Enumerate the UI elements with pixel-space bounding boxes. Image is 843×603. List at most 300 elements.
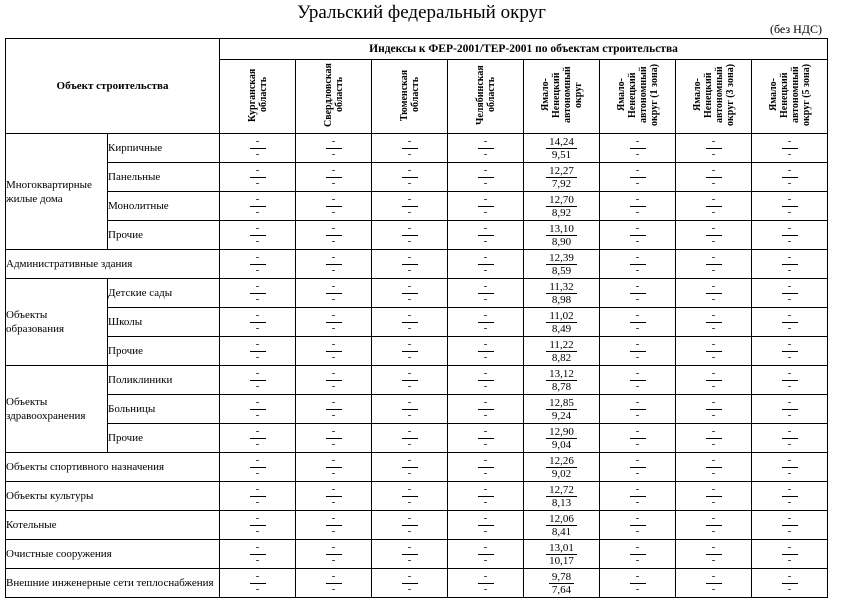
index-denominator: - [483,351,488,363]
index-numerator: - [326,397,342,410]
index-numerator: 12,72 [546,484,577,497]
index-denominator: - [407,177,412,189]
index-cell [600,192,676,221]
index-value [630,426,646,451]
index-denominator: - [331,525,336,537]
index-numerator: - [706,455,722,468]
index-numerator: - [250,136,266,149]
region-label: Ямало-Ненецкий автономный округ [539,66,584,124]
index-cell [676,366,752,395]
index-denominator: - [407,351,412,363]
index-cell [372,192,448,221]
index-denominator: - [787,148,792,160]
index-cell [372,250,448,279]
index-cell [676,308,752,337]
index-denominator: - [331,409,336,421]
index-numerator: 11,22 [546,339,576,352]
index-cell [296,424,372,453]
index-numerator: - [326,513,342,526]
index-value [630,281,646,306]
index-value [478,310,494,335]
index-denominator: - [711,525,716,537]
index-denominator: - [787,467,792,479]
object-group: Многоквартирные жилые дома [6,134,108,250]
index-numerator: 13,10 [546,223,577,236]
index-value [630,136,646,161]
index-cell [676,453,752,482]
index-denominator: - [407,409,412,421]
index-numerator: - [782,571,798,584]
index-cell [752,424,828,453]
index-numerator: - [402,542,418,555]
index-denominator: - [331,351,336,363]
index-value [630,455,646,480]
index-cell [524,250,600,279]
index-denominator: - [255,264,260,276]
index-numerator: - [326,339,342,352]
index-cell [372,453,448,482]
index-value [706,310,722,335]
index-denominator: - [635,496,640,508]
index-denominator: - [483,496,488,508]
index-numerator: - [326,223,342,236]
object-subtype: Детские сады [108,279,220,308]
index-numerator: - [402,194,418,207]
index-numerator: - [478,397,494,410]
index-cell [752,540,828,569]
index-cell [676,192,752,221]
index-cell [448,482,524,511]
index-cell [600,279,676,308]
index-numerator: - [402,426,418,439]
index-value [250,281,266,306]
index-numerator: - [706,252,722,265]
index-denominator: - [711,438,716,450]
index-value [706,252,722,277]
index-numerator: - [402,223,418,236]
index-cell [448,279,524,308]
index-value [250,513,266,538]
index-denominator: - [483,148,488,160]
index-denominator: - [635,380,640,392]
index-value [782,223,798,248]
index-numerator: 12,85 [546,397,577,410]
index-value [630,223,646,248]
index-value [402,426,418,451]
indices-header: Индексы к ФЕР-2001/ТЕР-2001 по объектам строительства [220,39,828,60]
index-value [782,339,798,364]
index-numerator: - [706,165,722,178]
index-cell [448,308,524,337]
index-numerator: - [326,194,342,207]
object-name: Объекты культуры [6,482,220,511]
index-cell [600,424,676,453]
index-value [706,281,722,306]
index-cell [448,163,524,192]
index-value [706,513,722,538]
index-value [630,252,646,277]
index-denominator: - [483,206,488,218]
index-value [326,310,342,335]
index-denominator: - [407,322,412,334]
index-numerator: - [402,484,418,497]
index-numerator: - [250,339,266,352]
index-value [478,223,494,248]
index-cell [676,569,752,598]
table-row [6,192,828,221]
index-denominator: - [787,235,792,247]
index-value [478,194,494,219]
index-numerator: - [706,136,722,149]
index-cell [752,163,828,192]
index-denominator: - [483,380,488,392]
index-denominator: - [787,264,792,276]
index-cell [524,221,600,250]
index-value [706,542,722,567]
index-denominator: - [331,496,336,508]
index-cell [448,424,524,453]
object-subtype: Прочие [108,337,220,366]
index-value [250,571,266,596]
index-value [326,542,342,567]
table-row [6,163,828,192]
index-value [250,194,266,219]
table-row [6,134,828,163]
index-denominator: - [331,554,336,566]
index-numerator: - [478,426,494,439]
index-numerator: - [478,484,494,497]
region-header [220,60,296,134]
index-numerator: - [782,455,798,468]
index-value [546,165,577,190]
index-denominator: - [711,264,716,276]
index-value [478,281,494,306]
index-numerator: - [630,397,646,410]
index-denominator: - [407,525,412,537]
index-value [402,136,418,161]
index-denominator: - [407,148,412,160]
index-denominator: - [255,235,260,247]
index-value [402,223,418,248]
index-value [630,397,646,422]
index-value [326,281,342,306]
index-denominator: - [787,496,792,508]
index-cell [372,221,448,250]
object-subtype: Панельные [108,163,220,192]
index-numerator: - [782,397,798,410]
index-cell [448,569,524,598]
index-cell [752,250,828,279]
index-cell [220,279,296,308]
index-numerator: - [630,542,646,555]
index-cell [448,511,524,540]
index-denominator: - [331,177,336,189]
index-denominator: - [407,206,412,218]
index-numerator: - [250,165,266,178]
index-value [326,136,342,161]
index-value [402,281,418,306]
index-cell [676,279,752,308]
index-value [402,484,418,509]
index-value [478,252,494,277]
index-numerator: - [782,513,798,526]
index-denominator: 8,90 [551,235,572,248]
index-denominator: - [255,177,260,189]
index-value [402,571,418,596]
index-denominator: 8,82 [551,351,572,364]
index-numerator: 13,01 [546,542,577,555]
index-denominator: - [331,235,336,247]
index-cell [296,511,372,540]
index-numerator: - [326,542,342,555]
index-denominator: - [255,583,260,595]
index-value [478,513,494,538]
index-numerator: - [326,484,342,497]
object-name: Административные здания [6,250,220,279]
index-cell [752,221,828,250]
index-numerator: - [706,484,722,497]
index-numerator: - [402,136,418,149]
index-value [250,223,266,248]
region-header [600,60,676,134]
index-numerator: - [326,136,342,149]
index-cell [296,192,372,221]
index-numerator: - [250,310,266,323]
index-value [782,194,798,219]
index-cell [372,337,448,366]
index-denominator: - [331,264,336,276]
index-denominator: - [483,525,488,537]
index-cell [600,569,676,598]
index-cell [600,163,676,192]
index-numerator: - [782,223,798,236]
index-cell [524,279,600,308]
index-numerator: - [250,194,266,207]
index-numerator: - [326,165,342,178]
index-cell [448,250,524,279]
index-denominator: 7,64 [551,583,572,596]
index-denominator: - [711,554,716,566]
index-denominator: 9,24 [551,409,572,422]
index-numerator: 11,32 [546,281,576,294]
index-value [706,484,722,509]
index-cell [676,250,752,279]
index-numerator: - [250,455,266,468]
index-numerator: - [402,252,418,265]
index-cell [524,540,600,569]
index-cell [752,279,828,308]
index-denominator: - [255,525,260,537]
index-value [326,194,342,219]
index-numerator: - [250,571,266,584]
index-numerator: - [402,310,418,323]
index-cell [752,453,828,482]
index-denominator: - [711,351,716,363]
index-value [782,571,798,596]
index-value [250,484,266,509]
index-denominator: 7,92 [551,177,572,190]
index-value [326,571,342,596]
index-value [250,397,266,422]
index-value [478,397,494,422]
index-denominator: - [255,438,260,450]
index-value [782,310,798,335]
index-denominator: - [711,235,716,247]
index-numerator: - [250,281,266,294]
index-numerator: - [478,339,494,352]
index-cell [220,192,296,221]
index-cell [600,308,676,337]
index-value [706,165,722,190]
index-value [478,426,494,451]
object-subtype: Прочие [108,424,220,453]
index-denominator: - [407,496,412,508]
index-numerator: - [402,165,418,178]
index-cell [296,308,372,337]
index-denominator: - [331,293,336,305]
index-denominator: 9,51 [551,148,572,161]
index-cell [600,366,676,395]
index-numerator: - [326,455,342,468]
index-numerator: - [630,339,646,352]
index-cell [600,511,676,540]
object-group: Объекты образования [6,279,108,366]
index-denominator: - [331,322,336,334]
index-numerator: - [706,571,722,584]
table-row [6,366,828,395]
index-cell [372,482,448,511]
region-header [372,60,448,134]
index-cell [296,569,372,598]
object-name: Очистные сооружения [6,540,220,569]
index-numerator: - [402,455,418,468]
index-denominator: - [635,235,640,247]
index-numerator: - [630,281,646,294]
index-value [402,310,418,335]
index-value [549,571,574,596]
index-value [630,165,646,190]
index-value [250,165,266,190]
index-numerator: - [478,513,494,526]
index-cell [752,192,828,221]
region-label: Ямало-Ненецкий автономный округ (1 зона) [615,63,660,127]
index-cell [600,337,676,366]
region-label: Курганская область [246,68,269,122]
index-cell [220,250,296,279]
index-cell [372,540,448,569]
index-value [478,542,494,567]
index-value [326,339,342,364]
index-cell [296,163,372,192]
index-numerator: - [478,281,494,294]
index-cell [752,366,828,395]
index-value [326,426,342,451]
index-numerator: - [402,339,418,352]
index-cell [372,163,448,192]
index-value [402,455,418,480]
index-cell [296,366,372,395]
index-value [250,455,266,480]
index-numerator: - [630,426,646,439]
index-numerator: - [630,165,646,178]
index-numerator: - [250,513,266,526]
index-cell [752,569,828,598]
index-cell [524,163,600,192]
index-cell [220,424,296,453]
index-value [478,165,494,190]
index-value [546,397,577,422]
index-denominator: - [407,467,412,479]
index-numerator: - [402,397,418,410]
index-denominator: - [787,583,792,595]
index-numerator: - [630,194,646,207]
table-row [6,250,828,279]
index-denominator: - [483,264,488,276]
index-value [782,513,798,538]
index-numerator: 13,12 [546,368,577,381]
index-cell [524,424,600,453]
index-value [402,542,418,567]
index-numerator: - [478,571,494,584]
index-denominator: - [787,554,792,566]
index-numerator: - [326,310,342,323]
index-denominator: - [787,380,792,392]
object-subtype: Больницы [108,395,220,424]
index-cell [220,221,296,250]
index-denominator: - [787,177,792,189]
index-value [250,426,266,451]
index-value [326,455,342,480]
index-numerator: - [630,455,646,468]
index-cell [524,134,600,163]
index-denominator: - [255,322,260,334]
index-value [630,368,646,393]
table-row [6,540,828,569]
index-value [250,339,266,364]
index-value [326,484,342,509]
index-value [782,397,798,422]
index-value [546,542,577,567]
index-denominator: - [407,264,412,276]
index-denominator: - [787,293,792,305]
index-value [706,194,722,219]
index-denominator: - [255,293,260,305]
index-numerator: - [478,542,494,555]
index-value [402,368,418,393]
index-value [478,571,494,596]
index-cell [600,482,676,511]
index-cell [524,482,600,511]
index-denominator: - [635,409,640,421]
index-value [630,571,646,596]
index-numerator: - [478,165,494,178]
index-denominator: - [711,467,716,479]
index-value [630,194,646,219]
index-value [782,165,798,190]
object-subtype: Монолитные [108,192,220,221]
index-value [630,310,646,335]
index-value [546,310,576,335]
index-numerator: - [782,136,798,149]
index-denominator: - [787,409,792,421]
index-value [706,455,722,480]
index-numerator: - [478,455,494,468]
index-numerator: 11,02 [546,310,576,323]
index-cell [524,192,600,221]
index-numerator: - [478,310,494,323]
index-numerator: 12,70 [546,194,577,207]
region-label: Ямало-Ненецкий автономный округ (3 зона) [691,63,736,127]
